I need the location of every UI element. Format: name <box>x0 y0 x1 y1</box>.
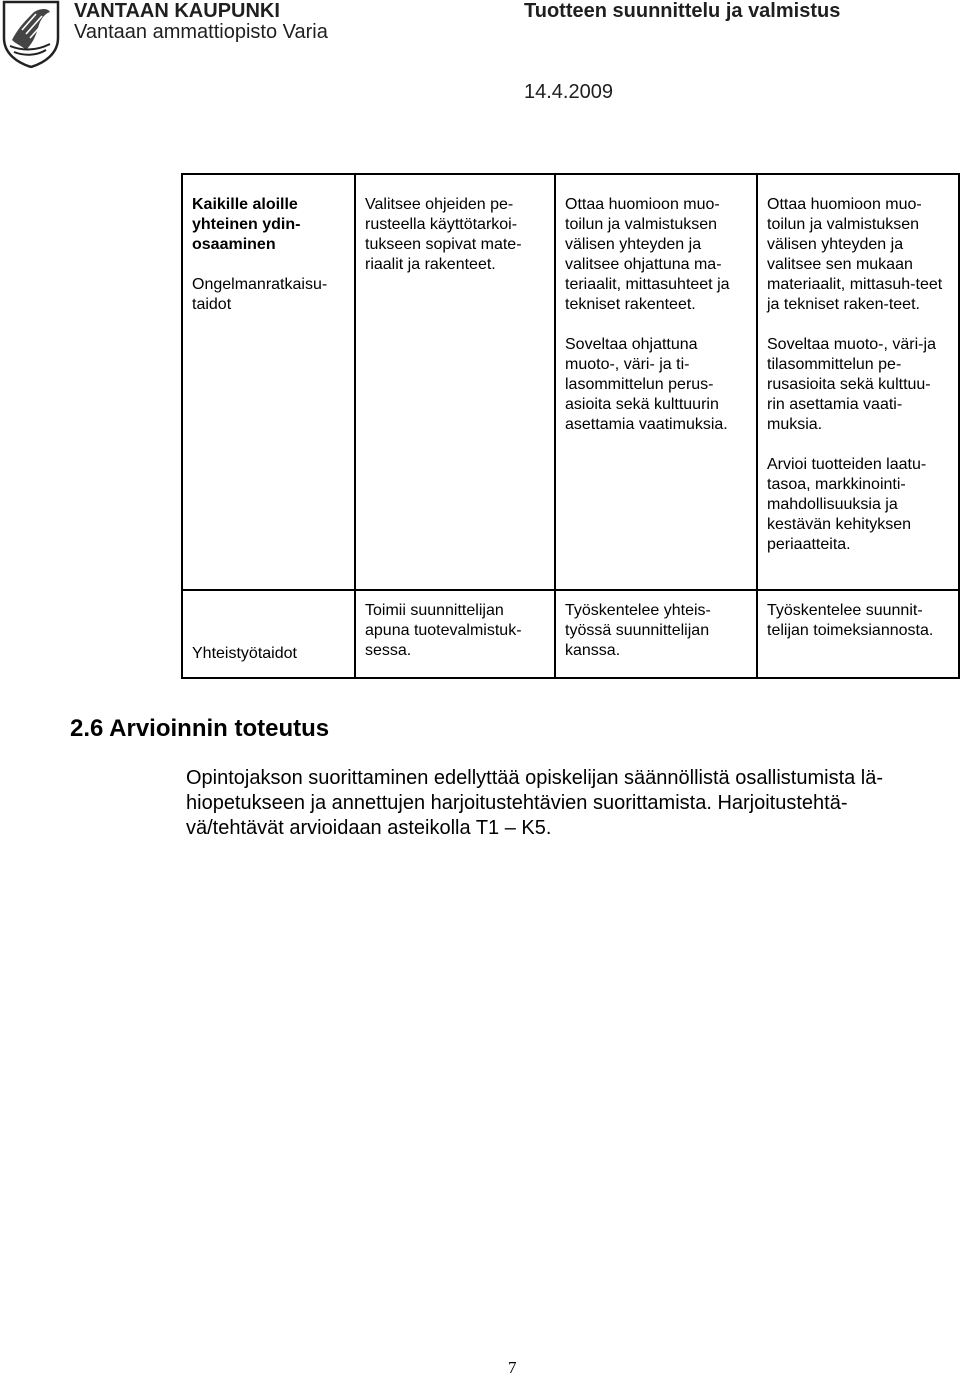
competence-area-title: Kaikille aloille yhteinen ydin-osaaminen <box>192 196 301 253</box>
section-heading: 2.6 Arvioinnin toteutus <box>70 715 330 742</box>
city-crest-icon <box>0 0 62 68</box>
table-row <box>182 174 959 590</box>
table-cell <box>757 174 959 590</box>
document-date: 14.4.2009 <box>524 81 613 103</box>
table-cell <box>182 174 355 590</box>
criteria-text: Soveltaa ohjattuna muoto-, väri- ja ti-lasommittelun perus-asioita sekä kulttuurin asettamia vaatimuksia. <box>565 336 728 433</box>
table-cell <box>355 590 555 678</box>
criteria-text: Soveltaa muoto-, väri-ja tilasommittelun pe-rusasioita sekä kulttuu-rin asettamia vaati-muksia. <box>767 336 936 433</box>
table-row <box>182 590 959 678</box>
criteria-text: Ottaa huomioon muo-toilun ja valmistuksen välisen yhteyden ja valitsee ohjattuna ma-teriaalit, mittasuhteet ja tekniset rakenteet. <box>565 196 730 313</box>
criteria-text: Toimii suunnittelijan apuna tuotevalmistuk-sessa. <box>365 602 522 659</box>
page-number: 7 <box>508 1358 517 1377</box>
criteria-text: Työskentelee yhteis-työssä suunnittelijan kanssa. <box>565 602 711 659</box>
table-cell <box>355 174 555 590</box>
section-body: Opintojakson suorittaminen edellyttää opiskelijan säännöllistä osallistumista lä-hiopetukseen ja annettujen harjoitustehtävien suorittamista. Harjoitustehtä-vä/tehtävät arvioidaan asteikolla T1 – K5. <box>186 767 884 839</box>
organization-name: VANTAAN KAUPUNKI <box>74 0 280 22</box>
skill-name: Yhteistyötaidot <box>192 645 297 662</box>
table-cell <box>757 590 959 678</box>
table-cell <box>182 590 355 678</box>
skills-table <box>181 173 960 679</box>
criteria-text: Työskentelee suunnit-telijan toimeksiannosta. <box>767 602 934 639</box>
school-name: Vantaan ammattiopisto Varia <box>74 21 328 43</box>
criteria-text: Arvioi tuotteiden laatu-tasoa, markkinointi-mahdollisuuksia ja kestävän kehityksen periaatteita. <box>767 456 927 553</box>
criteria-text: Valitsee ohjeiden pe-rusteella käyttötarkoi-tukseen sopivat mate-riaalit ja rakenteet. <box>365 196 522 273</box>
document-title: Tuotteen suunnittelu ja valmistus <box>524 0 841 22</box>
skill-name: Ongelmanratkaisu-taidot <box>192 276 328 313</box>
criteria-text: Ottaa huomioon muo-toilun ja valmistuksen välisen yhteyden ja valitsee sen mukaan materiaalit, mittasuh-teet ja tekniset raken-teet. <box>767 196 943 313</box>
table-cell <box>555 590 757 678</box>
table-cell <box>555 174 757 590</box>
